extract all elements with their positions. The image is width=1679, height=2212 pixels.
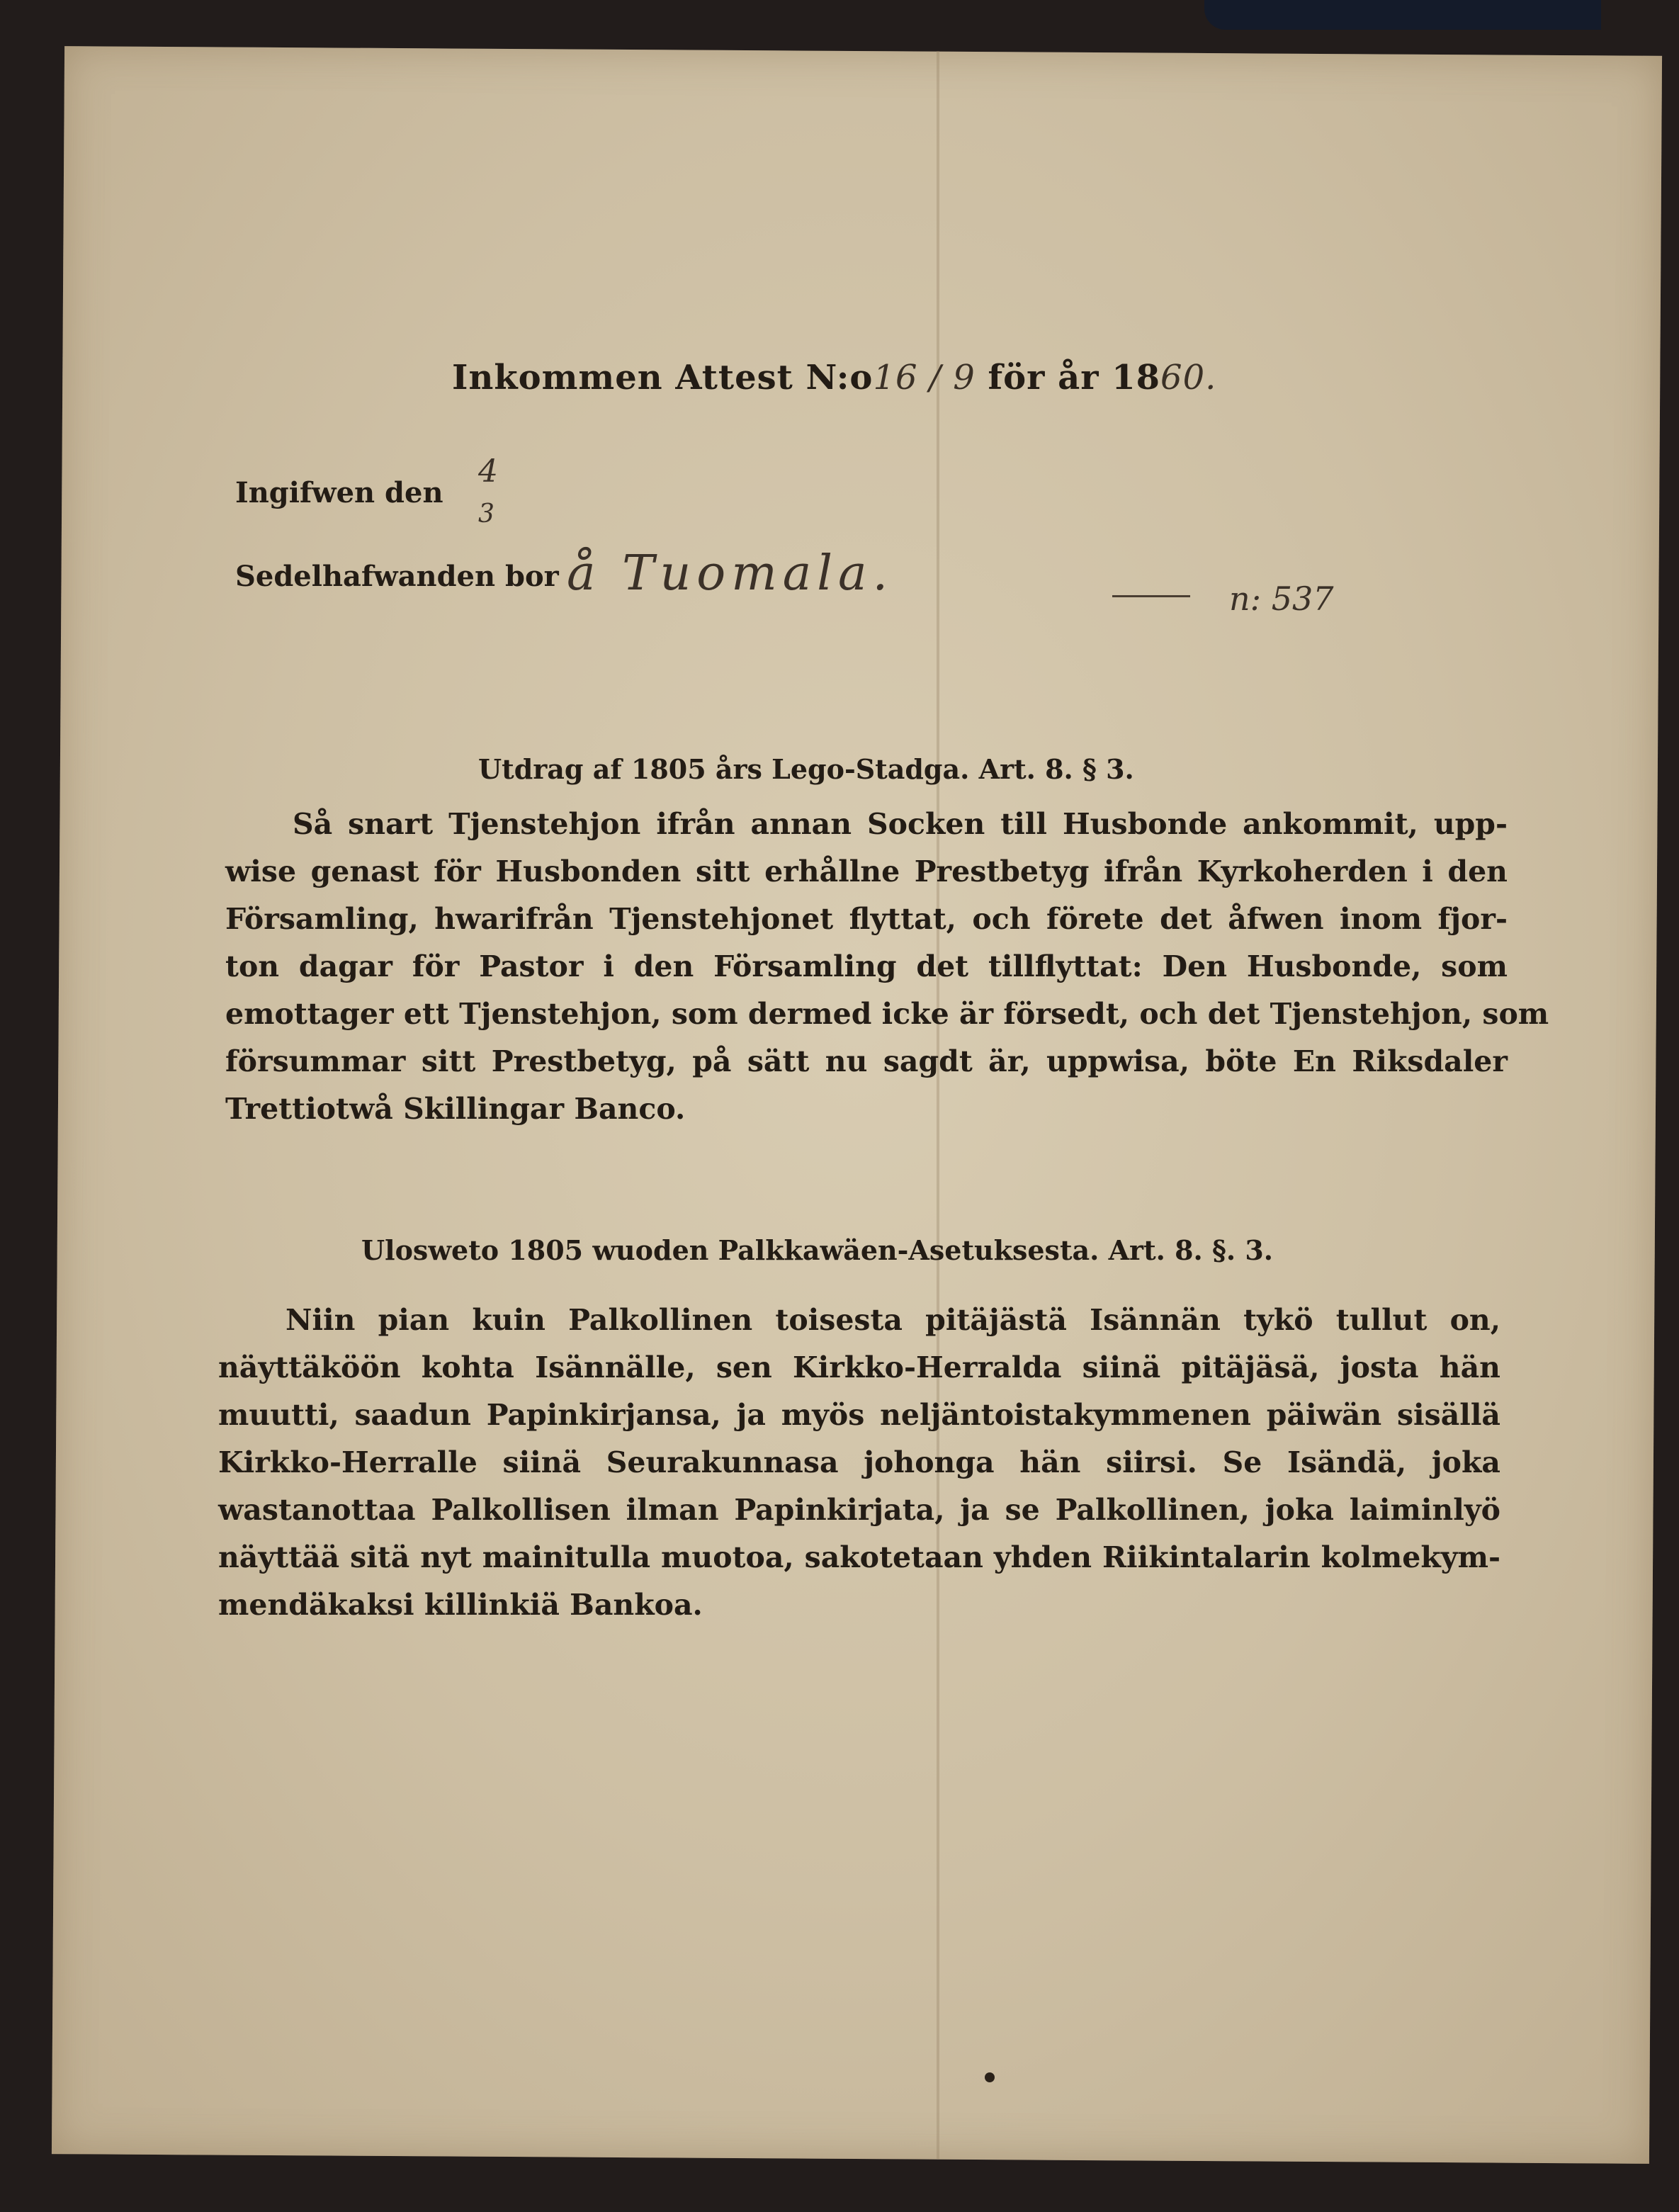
mounting-tape: [1204, 0, 1601, 30]
swedish-line: wise genast för Husbonden sitt erhållne Prestbetyg ifrån Kyrkoherden i den: [225, 854, 1508, 888]
finnish-line: Niin pian kuin Palkollinen toisesta pitäjästä Isännän tykö tullut on,: [286, 1303, 1500, 1337]
finnish-paragraph: [218, 1297, 1500, 1629]
swedish-paragraph: [225, 801, 1549, 1133]
heading-prefix: Inkommen Attest N:o: [452, 358, 874, 397]
finnish-section-title: Ulosweto 1805 wuoden Palkkawäen-Asetuksesta. Art. 8. §. 3.: [361, 1234, 1273, 1266]
ingifwen-date-denominator: 3: [478, 500, 494, 529]
ink-speck: [985, 2072, 995, 2082]
finnish-line: wastanottaa Palkollisen ilman Papinkirjata, ja se Palkollinen, joka laiminlyö: [218, 1493, 1500, 1527]
residence-handwritten: å Tuomala.: [567, 546, 894, 602]
handwritten-dash: [1112, 595, 1190, 597]
swedish-line: Så snart Tjenstehjon ifrån annan Socken till Husbonde ankommit, upp-: [293, 807, 1508, 841]
swedish-line: ton dagar för Pastor i den Församling det tillflyttat: Den Husbonde, som: [225, 949, 1508, 983]
swedish-line: försummar sitt Prestbetyg, på sätt nu sagdt är, uppwisa, böte En Riksdaler: [225, 1044, 1508, 1078]
heading-middle: för år 18: [988, 358, 1161, 397]
swedish-line: Församling, hwarifrån Tjenstehjonet flyttat, och förete det åfwen inom fjor-: [225, 902, 1508, 936]
finnish-line: Kirkko-Herralle siinä Seurakunnasa johonga hän siirsi. Se Isändä, joka: [218, 1445, 1500, 1479]
attest-number-handwritten: 16 / 9: [873, 358, 976, 397]
sedelhafwanden-label: Sedelhafwanden bor: [235, 560, 559, 593]
year-handwritten: 60.: [1160, 358, 1217, 397]
attest-heading: [452, 358, 1216, 397]
swedish-line: Trettiotwå Skillingar Banco.: [225, 1092, 686, 1126]
finnish-line: mendäkaksi killinkiä Bankoa.: [218, 1588, 703, 1622]
swedish-line: emottager ett Tjenstehjon, som dermed icke är försedt, och det Tjenstehjon, som: [225, 997, 1549, 1031]
finnish-line: näyttää sitä nyt mainitulla muotoa, sakotetaan yhden Riikintalarin kolmekym-: [218, 1540, 1500, 1574]
finnish-line: näyttäköön kohta Isännälle, sen Kirkko-Herralda siinä pitäjäsä, josta hän: [218, 1350, 1500, 1384]
ingifwen-label: Ingifwen den: [235, 476, 443, 509]
swedish-section-title: Utdrag af 1805 års Lego-Stadga. Art. 8. § 3.: [478, 753, 1134, 785]
finnish-line: muutti, saadun Papinkirjansa, ja myös neljäntoistakymmenen päiwän sisällä: [218, 1398, 1500, 1432]
record-number-handwritten: n: 537: [1229, 580, 1334, 618]
ingifwen-date-numerator: 4: [478, 453, 498, 490]
